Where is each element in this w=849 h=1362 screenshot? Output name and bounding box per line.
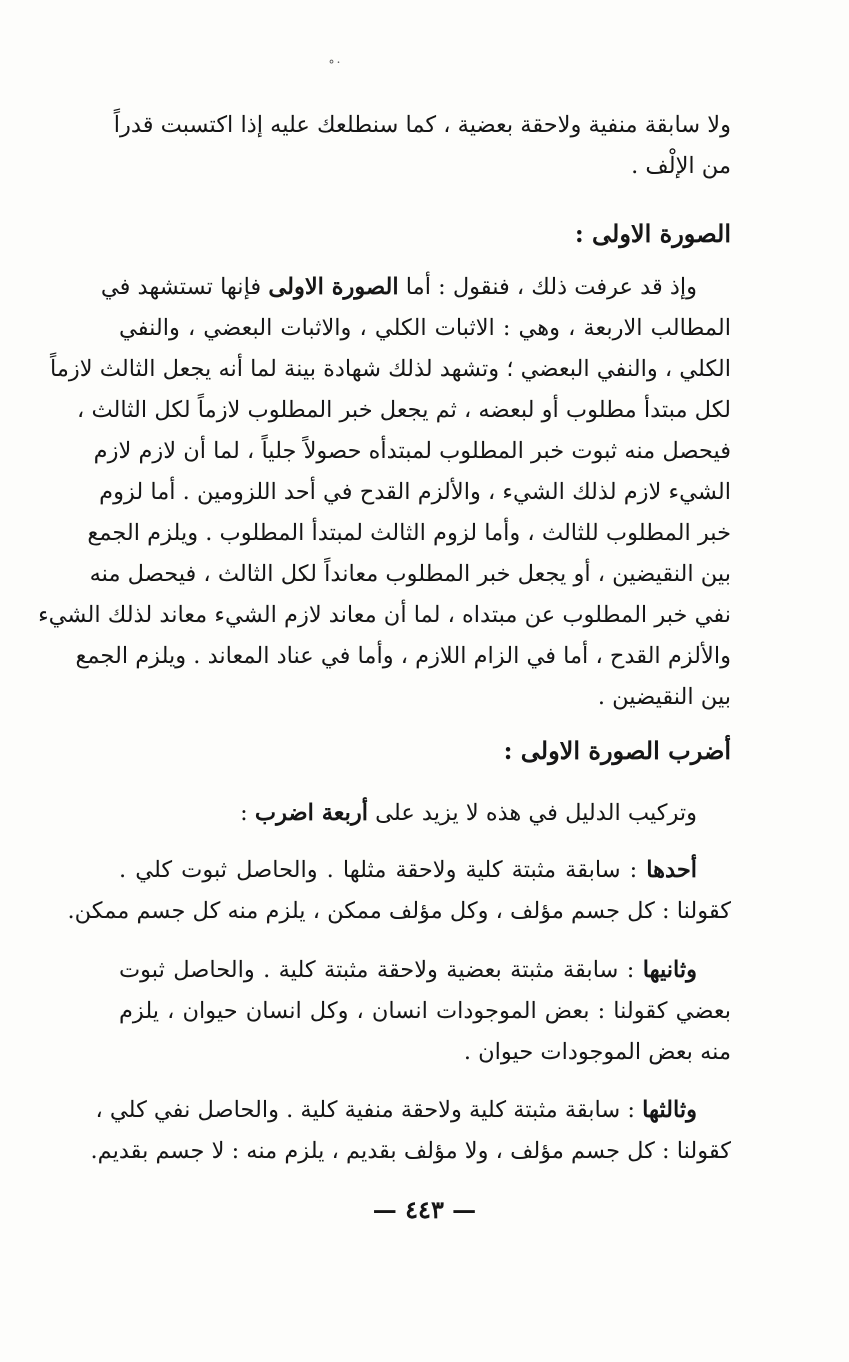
text-line: المطالب الاربعة ، وهي : الاثبات الكلي ، والاثبات البعضي ، والنفي bbox=[119, 315, 731, 341]
text-line bbox=[95, 1090, 731, 1131]
text-span: : سابقة مثبتة كلية ولاحقة منفية كلية . والحاصل نفي كلي ، bbox=[95, 1097, 643, 1123]
heading-moods: أضرب الصورة الاولى : bbox=[503, 736, 731, 765]
text-line: كقولنا : كل جسم مؤلف ، وكل مؤلف ممكن ، يلزم منه كل جسم ممكن. bbox=[67, 898, 731, 924]
first-figure-paragraph bbox=[38, 267, 731, 718]
text-line: بعضي كقولنا : بعض الموجودات انسان ، وكل انسان حيوان ، يلزم bbox=[119, 998, 731, 1024]
text-line: خبر المطلوب للثالث ، وأما لزوم الثالث لمبتدأ المطلوب . ويلزم الجمع bbox=[87, 520, 731, 546]
text-line: ولا سابقة منفية ولاحقة بعضية ، كما سنطلعك عليه إذا اكتسبت قدراً bbox=[113, 112, 731, 138]
intro-paragraph bbox=[113, 105, 731, 187]
bold-term: الصورة الاولى bbox=[268, 274, 399, 300]
page-number: — ٤٤٣ — bbox=[372, 1195, 477, 1224]
text-span: وتركيب الدليل في هذه لا يزيد على bbox=[368, 800, 697, 826]
mood-label: وثالثها bbox=[642, 1097, 697, 1123]
text-line bbox=[119, 850, 731, 891]
text-line: نفي خبر المطلوب عن مبتداه ، لما أن معاند لازم الشيء معاند لذلك الشيء bbox=[38, 602, 731, 628]
ink-speck: ˙˚ bbox=[328, 60, 342, 76]
text-span: : سابقة مثبتة كلية ولاحقة مثلها . والحاصل ثبوت كلي . bbox=[119, 857, 647, 883]
section-heading bbox=[119, 730, 731, 771]
mood-label: أحدها bbox=[646, 857, 697, 883]
text-span: : سابقة مثبتة بعضية ولاحقة مثبتة كلية . والحاصل ثبوت bbox=[119, 957, 643, 983]
third-mood-paragraph bbox=[90, 1090, 731, 1172]
heading-first-figure: الصورة الاولى : bbox=[574, 219, 731, 248]
text-line: بين النقيضين ، أو يجعل خبر المطلوب معانداً لكل الثالث ، فيحصل منه bbox=[89, 561, 731, 587]
text-line: كقولنا : كل جسم مؤلف ، ولا مؤلف بقديم ، يلزم منه : لا جسم بقديم. bbox=[90, 1138, 731, 1164]
text-line: فيحصل منه ثبوت خبر المطلوب لمبتدأه حصولاً جلياً ، لما أن لازم لازم bbox=[93, 438, 731, 464]
text-line: منه بعض الموجودات حيوان . bbox=[463, 1039, 731, 1065]
second-mood-paragraph bbox=[119, 950, 731, 1073]
text-line: الشيء لازم لذلك الشيء ، والألزم القدح في أحد اللزومين . أما لزوم bbox=[99, 479, 731, 505]
moods-intro bbox=[119, 793, 731, 834]
text-line: بين النقيضين . bbox=[597, 684, 731, 710]
section-heading bbox=[119, 213, 731, 254]
text-span: فإنها تستشهد في bbox=[100, 274, 269, 300]
text-line bbox=[119, 793, 731, 834]
first-mood-paragraph bbox=[67, 850, 731, 932]
text-line bbox=[119, 950, 731, 991]
text-line: الكلي ، والنفي البعضي ؛ وتشهد لذلك شهادة بينة لما أنه يجعل الثالث لازماً bbox=[50, 356, 731, 382]
mood-label: وثانيها bbox=[642, 957, 697, 983]
text-span: وإذ قد عرفت ذلك ، فنقول : أما bbox=[398, 274, 697, 300]
text-line: من الإلْف . bbox=[631, 153, 731, 179]
text-span: : bbox=[240, 800, 255, 826]
text-line bbox=[100, 267, 731, 308]
bold-term: أربعة اضرب bbox=[254, 800, 368, 826]
text-line: لكل مبتدأ مطلوب أو لبعضه ، ثم يجعل خبر المطلوب لازماً لكل الثالث ، bbox=[77, 397, 731, 423]
text-line: والألزم القدح ، أما في الزام اللازم ، وأما في عناد المعاند . ويلزم الجمع bbox=[75, 643, 731, 669]
